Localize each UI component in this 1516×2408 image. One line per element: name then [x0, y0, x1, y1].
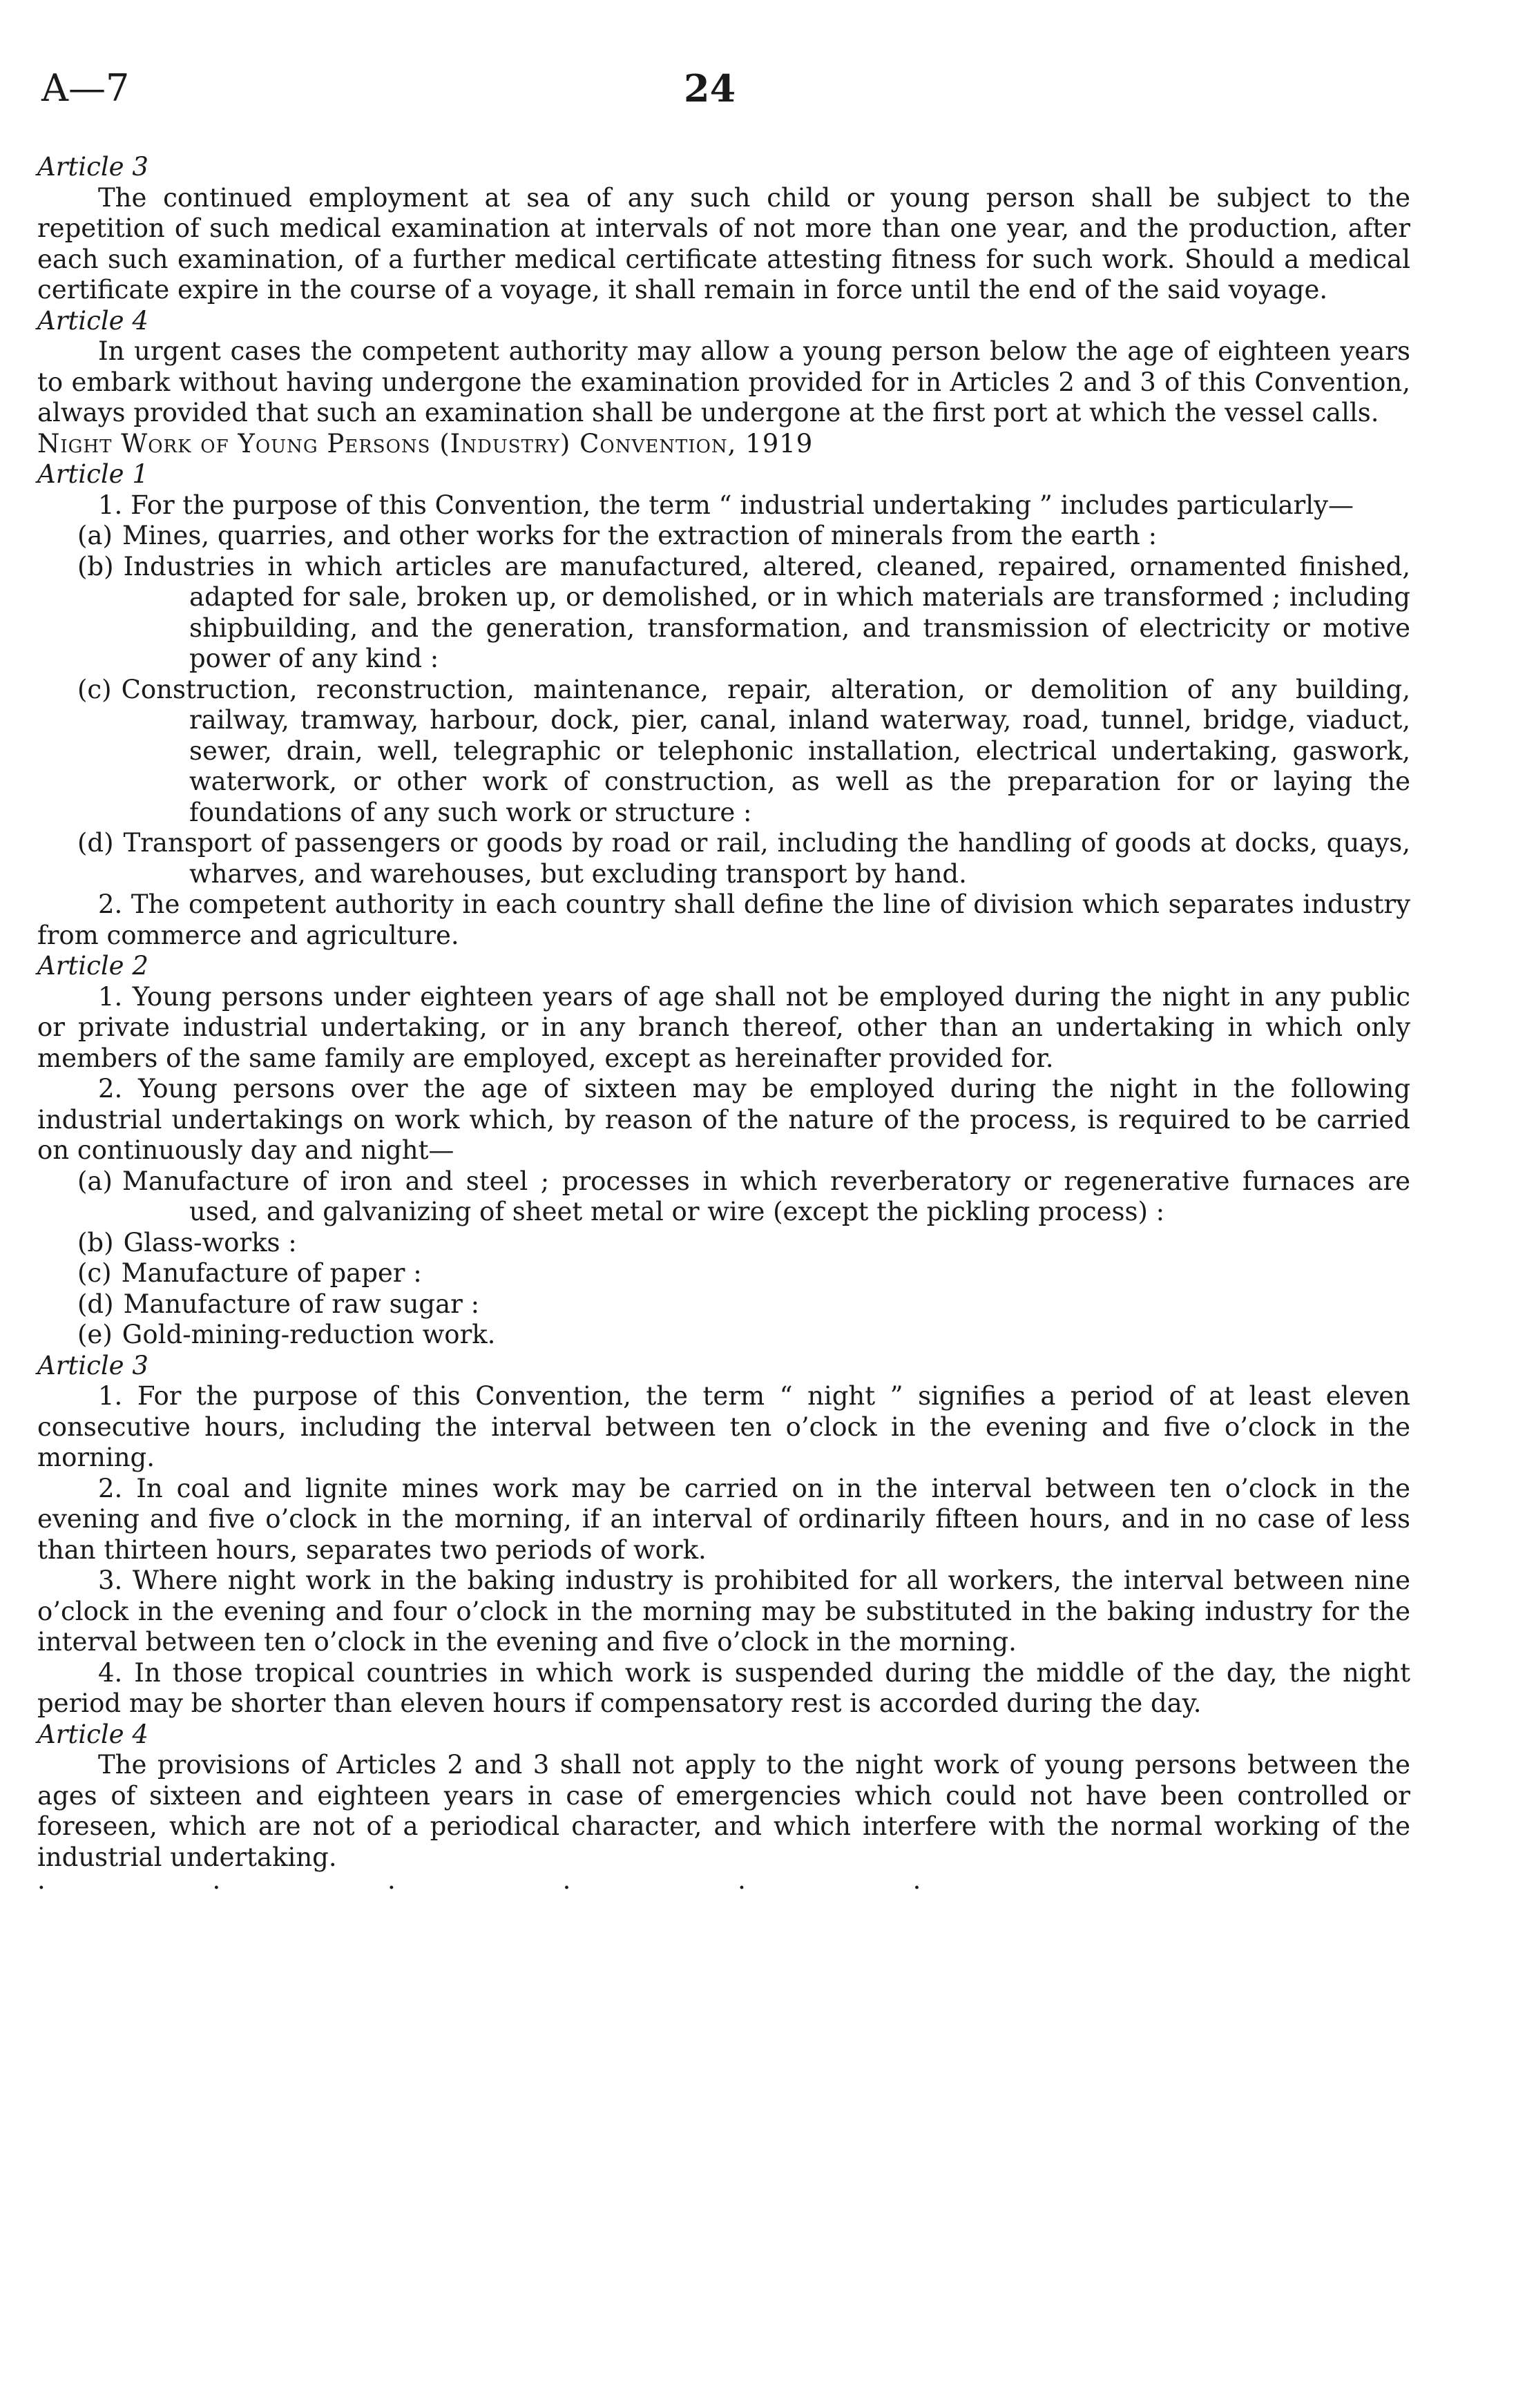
- article-4-heading: Article 4: [37, 305, 148, 336]
- article-3-paragraph-1: 1. For the purpose of this Convention, the term “ night ” signifies a period of at least eleven consecutive hours, including the interval between ten o’clock in the evening and five o’clock in the morning.: [37, 1381, 1410, 1472]
- list-item: [37, 1228, 1410, 1259]
- article-1-paragraph-2: 2. The competent authority in each country shall define the line of division which separates industry from commerce and agriculture.: [37, 889, 1410, 950]
- list-item-label: (d): [77, 828, 114, 858]
- list-item-text: Construction, reconstruction, maintenance, repair, alteration, or demolition of any building, railway, tramway, harbour, dock, pier, canal, inland waterway, road, tunnel, bridge, viaduct, sewer, drain, well, telegraphic or telephonic installation, electrical undertaking, gaswork, waterwork, or other work of construction, as well as the preparation for or laying the foundations of any such work or structure :: [121, 674, 1410, 827]
- convention-article-2-heading: Article 2: [37, 951, 148, 981]
- list-item-label: (a): [77, 521, 113, 550]
- list-item-text: Gold-mining-reduction work.: [122, 1320, 496, 1349]
- article-3-heading: Article 3: [37, 152, 148, 182]
- list-item-text: Transport of passengers or goods by road or rail, including the handling of goods at docks, quays, wharves, and warehouses, but excluding transport by hand.: [123, 828, 1410, 889]
- document-body: [37, 152, 1410, 1904]
- list-item-label: (c): [77, 674, 112, 704]
- ellipsis-separator: · · · · · ·: [37, 1873, 1001, 1903]
- list-item-label: (b): [77, 1227, 114, 1258]
- article-4-text: In urgent cases the competent authority may allow a young person below the age of eighteen years to embark without having undergone the examination provided for in Articles 2 and 3 of this Convention, always provided that such an examination shall be undergone at the first port at which the vessel calls.: [37, 336, 1410, 427]
- article-3-paragraph-3: 3. Where night work in the baking industry is prohibited for all workers, the interval between nine o’clock in the evening and four o’clock in the morning may be substituted in the baking industry for the interval between ten o’clock in the evening and five o’clock in the morning.: [37, 1566, 1410, 1657]
- list-item: [37, 675, 1410, 829]
- convention-article-3-heading: Article 3: [37, 1350, 148, 1380]
- article-3-paragraph-4: 4. In those tropical countries in which work is suspended during the middle of the day, the night period may be shorter than eleven hours if compensatory rest is accorded during the day.: [37, 1657, 1410, 1718]
- article-3-paragraph-2: 2. In coal and lignite mines work may be carried on in the interval between ten o’clock in the evening and five o’clock in the morning, if an interval of ordinarily fifteen hours, and in no case of less than thirteen hours, separates two periods of work.: [37, 1473, 1410, 1565]
- article-1-paragraph-1: 1. For the purpose of this Convention, the term “ industrial undertaking ” includes particularly—: [98, 490, 1354, 520]
- list-item-label: (d): [77, 1289, 114, 1319]
- article-2-paragraph-1: 1. Young persons under eighteen years of age shall not be employed during the night in any public or private industrial undertaking, or in any branch thereof, other than an undertaking in which only members of the same family are employed, except as hereinafter provided for.: [37, 981, 1410, 1073]
- list-item: [37, 828, 1410, 889]
- list-item-text: Mines, quarries, and other works for the extraction of minerals from the earth :: [122, 521, 1158, 550]
- convention-article-4-heading: Article 4: [37, 1719, 148, 1749]
- list-item-text: Manufacture of raw sugar :: [123, 1289, 480, 1319]
- convention-article-1-heading: Article 1: [37, 459, 148, 489]
- page-reference: A—7: [41, 66, 130, 110]
- article-4-paragraph: The provisions of Articles 2 and 3 shall not apply to the night work of young persons between the ages of sixteen and eighteen years in case of emergencies which could not have been controlled or foreseen, which are not of a periodical character, and which interfere with the normal working of the industrial undertaking.: [37, 1750, 1410, 1872]
- list-item-label: (e): [77, 1320, 113, 1349]
- list-item-text: Glass-works :: [123, 1227, 297, 1258]
- list-item-label: (a): [77, 1166, 113, 1196]
- list-item: [37, 1166, 1410, 1228]
- convention-title: Night Work of Young Persons (Industry) Convention, 1919: [37, 428, 814, 459]
- list-item: [37, 1258, 1410, 1289]
- list-item-text: Manufacture of iron and steel ; processes in which reverberatory or regenerative furnaces are used, and galvanizing of sheet metal or wire (except the pickling process) :: [122, 1166, 1410, 1226]
- article-2-paragraph-2: 2. Young persons over the age of sixteen may be employed during the night in the following industrial undertakings on work which, by reason of the nature of the process, is required to be carried on continuously day and night—: [37, 1074, 1410, 1165]
- list-item-label: (c): [77, 1258, 112, 1288]
- list-item: [37, 1289, 1410, 1320]
- list-item-text: Manufacture of paper :: [121, 1258, 422, 1288]
- list-item: [37, 552, 1410, 675]
- list-item-label: (b): [77, 551, 114, 581]
- list-item: [37, 1320, 1410, 1351]
- list-item-text: Industries in which articles are manufactured, altered, cleaned, repaired, ornamented finished, adapted for sale, broken up, or demolished, or in which materials are transformed ; including shipbuilding, and the generation, transformation, and transmission of electricity or motive power of any kind :: [123, 551, 1410, 673]
- page-number: 24: [684, 66, 736, 110]
- list-item: [37, 521, 1410, 552]
- article-3-text: The continued employment at sea of any such child or young person shall be subject to the repetition of such medical examination at intervals of not more than one year, and the production, after each such examination, of a further medical certificate attesting fitness for such work. Should a medical certificate expire in the course of a voyage, it shall remain in force until the end of the said voyage.: [37, 182, 1410, 305]
